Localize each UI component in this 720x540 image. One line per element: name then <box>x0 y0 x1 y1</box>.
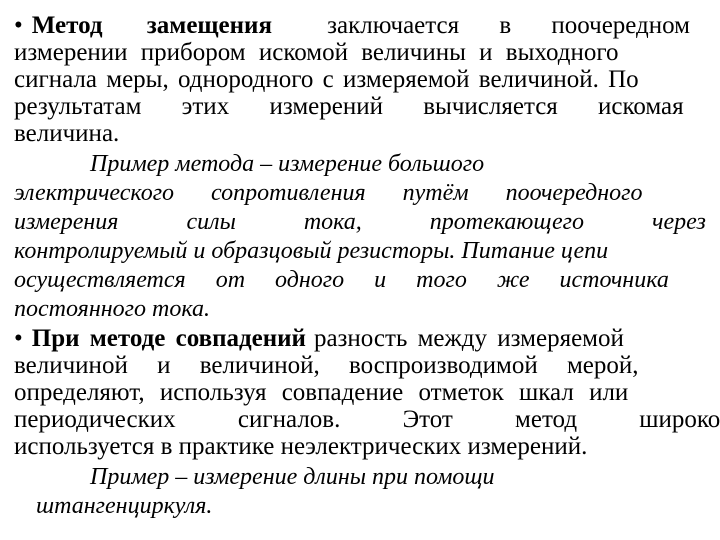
example-2-line-1: Пример – измерение длины при помощи <box>90 464 495 490</box>
paragraph-2-line-1 <box>14 325 624 352</box>
paragraph-1-line-1-rest: заключается в поочередном <box>327 12 690 39</box>
example-1-line-6: постоянного тока. <box>14 296 210 322</box>
paragraph-2-line-2: величиной и величиной, воспроизводимой мерой, <box>14 352 639 379</box>
paragraph-1-line-4: результатам этих измерений вычисляется искомая <box>14 93 684 120</box>
paragraph-1-line-2: измерении прибором искомой величины и выходного <box>14 39 619 66</box>
paragraph-2-line-3: определяют, используя совпадение отметок шкал или <box>14 379 629 406</box>
bullet-icon: • <box>14 325 23 352</box>
paragraph-1-line-3: сигнала меры, однородного с измеряемой величиной. По <box>14 66 639 93</box>
paragraph-2-line-5: используется в практике неэлектрических измерений. <box>14 433 588 460</box>
paragraph-1-line-1 <box>14 12 690 39</box>
paragraph-1-line-5: величина. <box>14 120 120 147</box>
paragraph-2-line-1-rest: разность между измеряемой <box>313 325 624 352</box>
example-1-line-3: измерения силы тока, протекающего через <box>14 209 706 235</box>
example-1-line-2: электрического сопротивления путём поочередного <box>14 180 643 206</box>
method-term-substitution: Метод замещения <box>31 12 272 39</box>
example-1-line-5: осуществляется от одного и того же источника <box>14 267 669 293</box>
example-1-line-4: контролируемый и образцовый резисторы. Питание цепи <box>14 238 609 264</box>
bullet-icon: • <box>14 12 23 39</box>
method-term-coincidence: При методе совпадений <box>31 325 306 352</box>
example-2-line-2: штангенциркуля. <box>36 493 213 519</box>
paragraph-2-line-4: периодических сигналов. Этот метод широко <box>14 406 720 433</box>
example-1-line-1: Пример метода – измерение большого <box>90 151 485 177</box>
